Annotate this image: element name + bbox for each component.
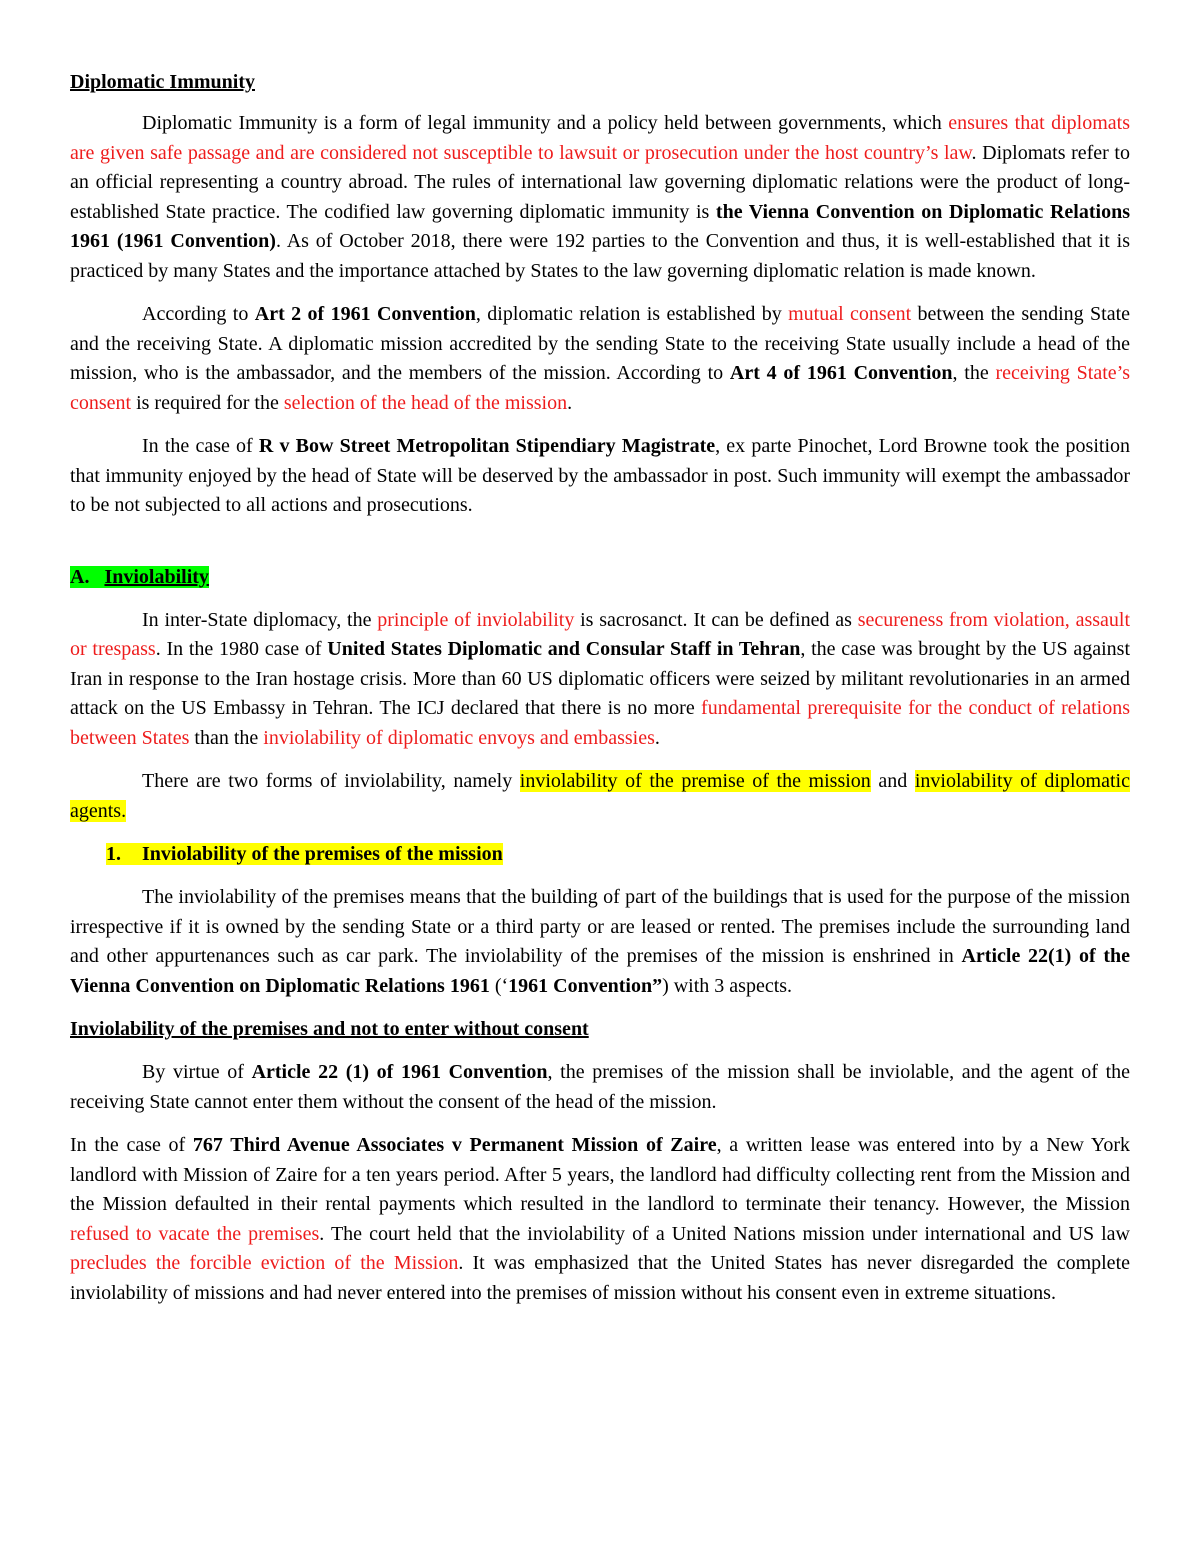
text-span: . In the 1980 case of [155,638,328,660]
text-span: ) with 3 aspects. [662,974,793,997]
red-text: principle of inviolability [377,608,575,631]
text-span: , the [952,362,996,384]
text-span: . As of October 2018, there were 192 parties to the Convention and thus, it is well-established that it is practiced by many States and the importance attached by States to the law governing diplomatic relation is made known. [70,230,1130,282]
paragraph-zaire [70,1131,1130,1308]
bold-text: 1961 Convention” [508,974,663,997]
paragraph-two-forms [70,767,1130,826]
red-text: mutual consent [788,303,912,325]
paragraph-art2 [70,300,1130,418]
text-span: is sacrosanct. It can be defined as [574,608,858,631]
text-span: Diplomatic Immunity is a form of legal immunity and a policy held between governments, which [142,112,949,134]
paragraph-intro [70,109,1130,286]
subsection-heading-premises [70,840,1130,869]
text-span: . The court held that the inviolability of a United Nations mission under international and US law [319,1222,1130,1245]
red-text: receiving State’s consent [70,362,1131,414]
bold-text: Art 4 of 1961 Convention [729,362,953,384]
red-text: ensures that diplomats are given safe passage and are considered not susceptible to lawsuit or prosecution under the host country’s law [70,112,1130,164]
subheading-consent: Inviolability of the premises and not to enter without consent [70,1018,589,1040]
text-span: According to [142,303,255,325]
section-label: A. [70,565,90,588]
text-span: . [654,726,660,749]
bold-text: R v Bow Street Metropolitan Stipendiary Magistrate [258,435,716,457]
highlighted-text: inviolability of the premise of the mission [519,770,871,792]
paragraph-art22 [70,1058,1130,1117]
text-span: is required for the [131,391,284,414]
section-title: Inviolability [104,565,209,588]
red-text: secureness from violation, assault or trespass [70,608,1130,660]
subsection-highlight [106,843,503,865]
text-span: , ex parte Pinochet, Lord Browne took the position that immunity enjoyed by the head of State will be deserved by the ambassador in post. Such immunity will exempt the ambassador to be not subjected to all actions and prosecutions. [70,435,1130,516]
red-text: refused to vacate the premises [70,1222,320,1245]
paragraph-premises [70,883,1130,1001]
section-heading-inviolability [70,563,1130,592]
text-span: The inviolability of the premises means that the building of part of the buildings that is used for the purpose of the mission irrespective if it is owned by the sending State or a third party or are leased or rented. The premises include the surrounding land and other appurtenances such as car park. The inviolability of the premises of the mission is enshrined in [70,886,1130,967]
red-text: selection of the head of the mission [283,391,568,414]
document-title: Diplomatic Immunity [70,71,255,93]
text-span: . Diplomats refer to an official representing a country abroad. The rules of international law governing diplomatic relations were the product of long-established State practice. The codified law governing diplomatic immunity is [70,141,1130,223]
text-span: than the [189,726,264,749]
bold-text: Article 22 (1) of 1961 Convention [251,1061,548,1083]
paragraph-pinochet [70,432,1130,521]
subsection-number: 1. [106,843,121,865]
text-span: and [870,770,915,792]
bold-text: United States Diplomatic and Consular Staff in Tehran [327,638,801,660]
bold-text: the Vienna Convention on Diplomatic Relations 1961 (1961 Convention) [70,200,1130,252]
text-span: between the sending State and the receiving State. A diplomatic mission accredited by the sending State to the receiving State usually include a head of the mission, who is the ambassador, and the members of the mission. According to [70,303,1131,384]
text-span: . [567,391,573,414]
red-text: inviolability of diplomatic envoys and embassies [263,726,655,749]
text-span: , the premises of the mission shall be inviolable, and the agent of the receiving State cannot enter them without the consent of the head of the mission. [70,1061,1131,1113]
red-text: fundamental prerequisite for the conduct of relations between States [70,697,1130,749]
text-span: , a written lease was entered into by a New York landlord with Mission of Zaire for a ten years period. After 5 years, the landlord had difficulty collecting rent from the Mission and the Mission defaulted in their rental payments which resulted in the landlord to terminate their tenancy. However, the Mission [70,1134,1131,1215]
bold-text: Art 2 of 1961 Convention [254,303,476,325]
red-text: precludes the forcible eviction of the Mission [70,1252,459,1274]
text-span: (‘ [489,974,509,997]
highlighted-text: inviolability of diplomatic agents. [70,770,1130,822]
text-span: In the case of [142,435,259,457]
paragraph-tehran [70,606,1130,754]
bold-text: 767 Third Avenue Associates v Permanent Mission of Zaire [192,1134,717,1156]
text-span: , the case was brought by the US against Iran in response to the Iran hostage crisis. More than 60 US diplomatic officers were seized by militant revolutionaries in an armed attack on the US Embassy in Tehran. The ICJ declared that there is no more [70,638,1131,719]
text-span: In inter-State diplomacy, the [142,608,378,631]
section-label-box [70,566,209,588]
bold-text: Article 22(1) of the Vienna Convention on Diplomatic Relations 1961 [70,945,1130,997]
text-span: . It was emphasized that the United States has never disregarded the complete inviolability of missions and had never entered into the premises of mission without his consent even in extreme situations. [70,1252,1130,1304]
text-span: In the case of [70,1134,193,1156]
text-span: There are two forms of inviolability, namely [142,770,520,792]
text-span: By virtue of [142,1061,252,1083]
text-span: , diplomatic relation is established by [475,303,789,325]
subsection-title: Inviolability of the premises of the mission [142,843,503,865]
